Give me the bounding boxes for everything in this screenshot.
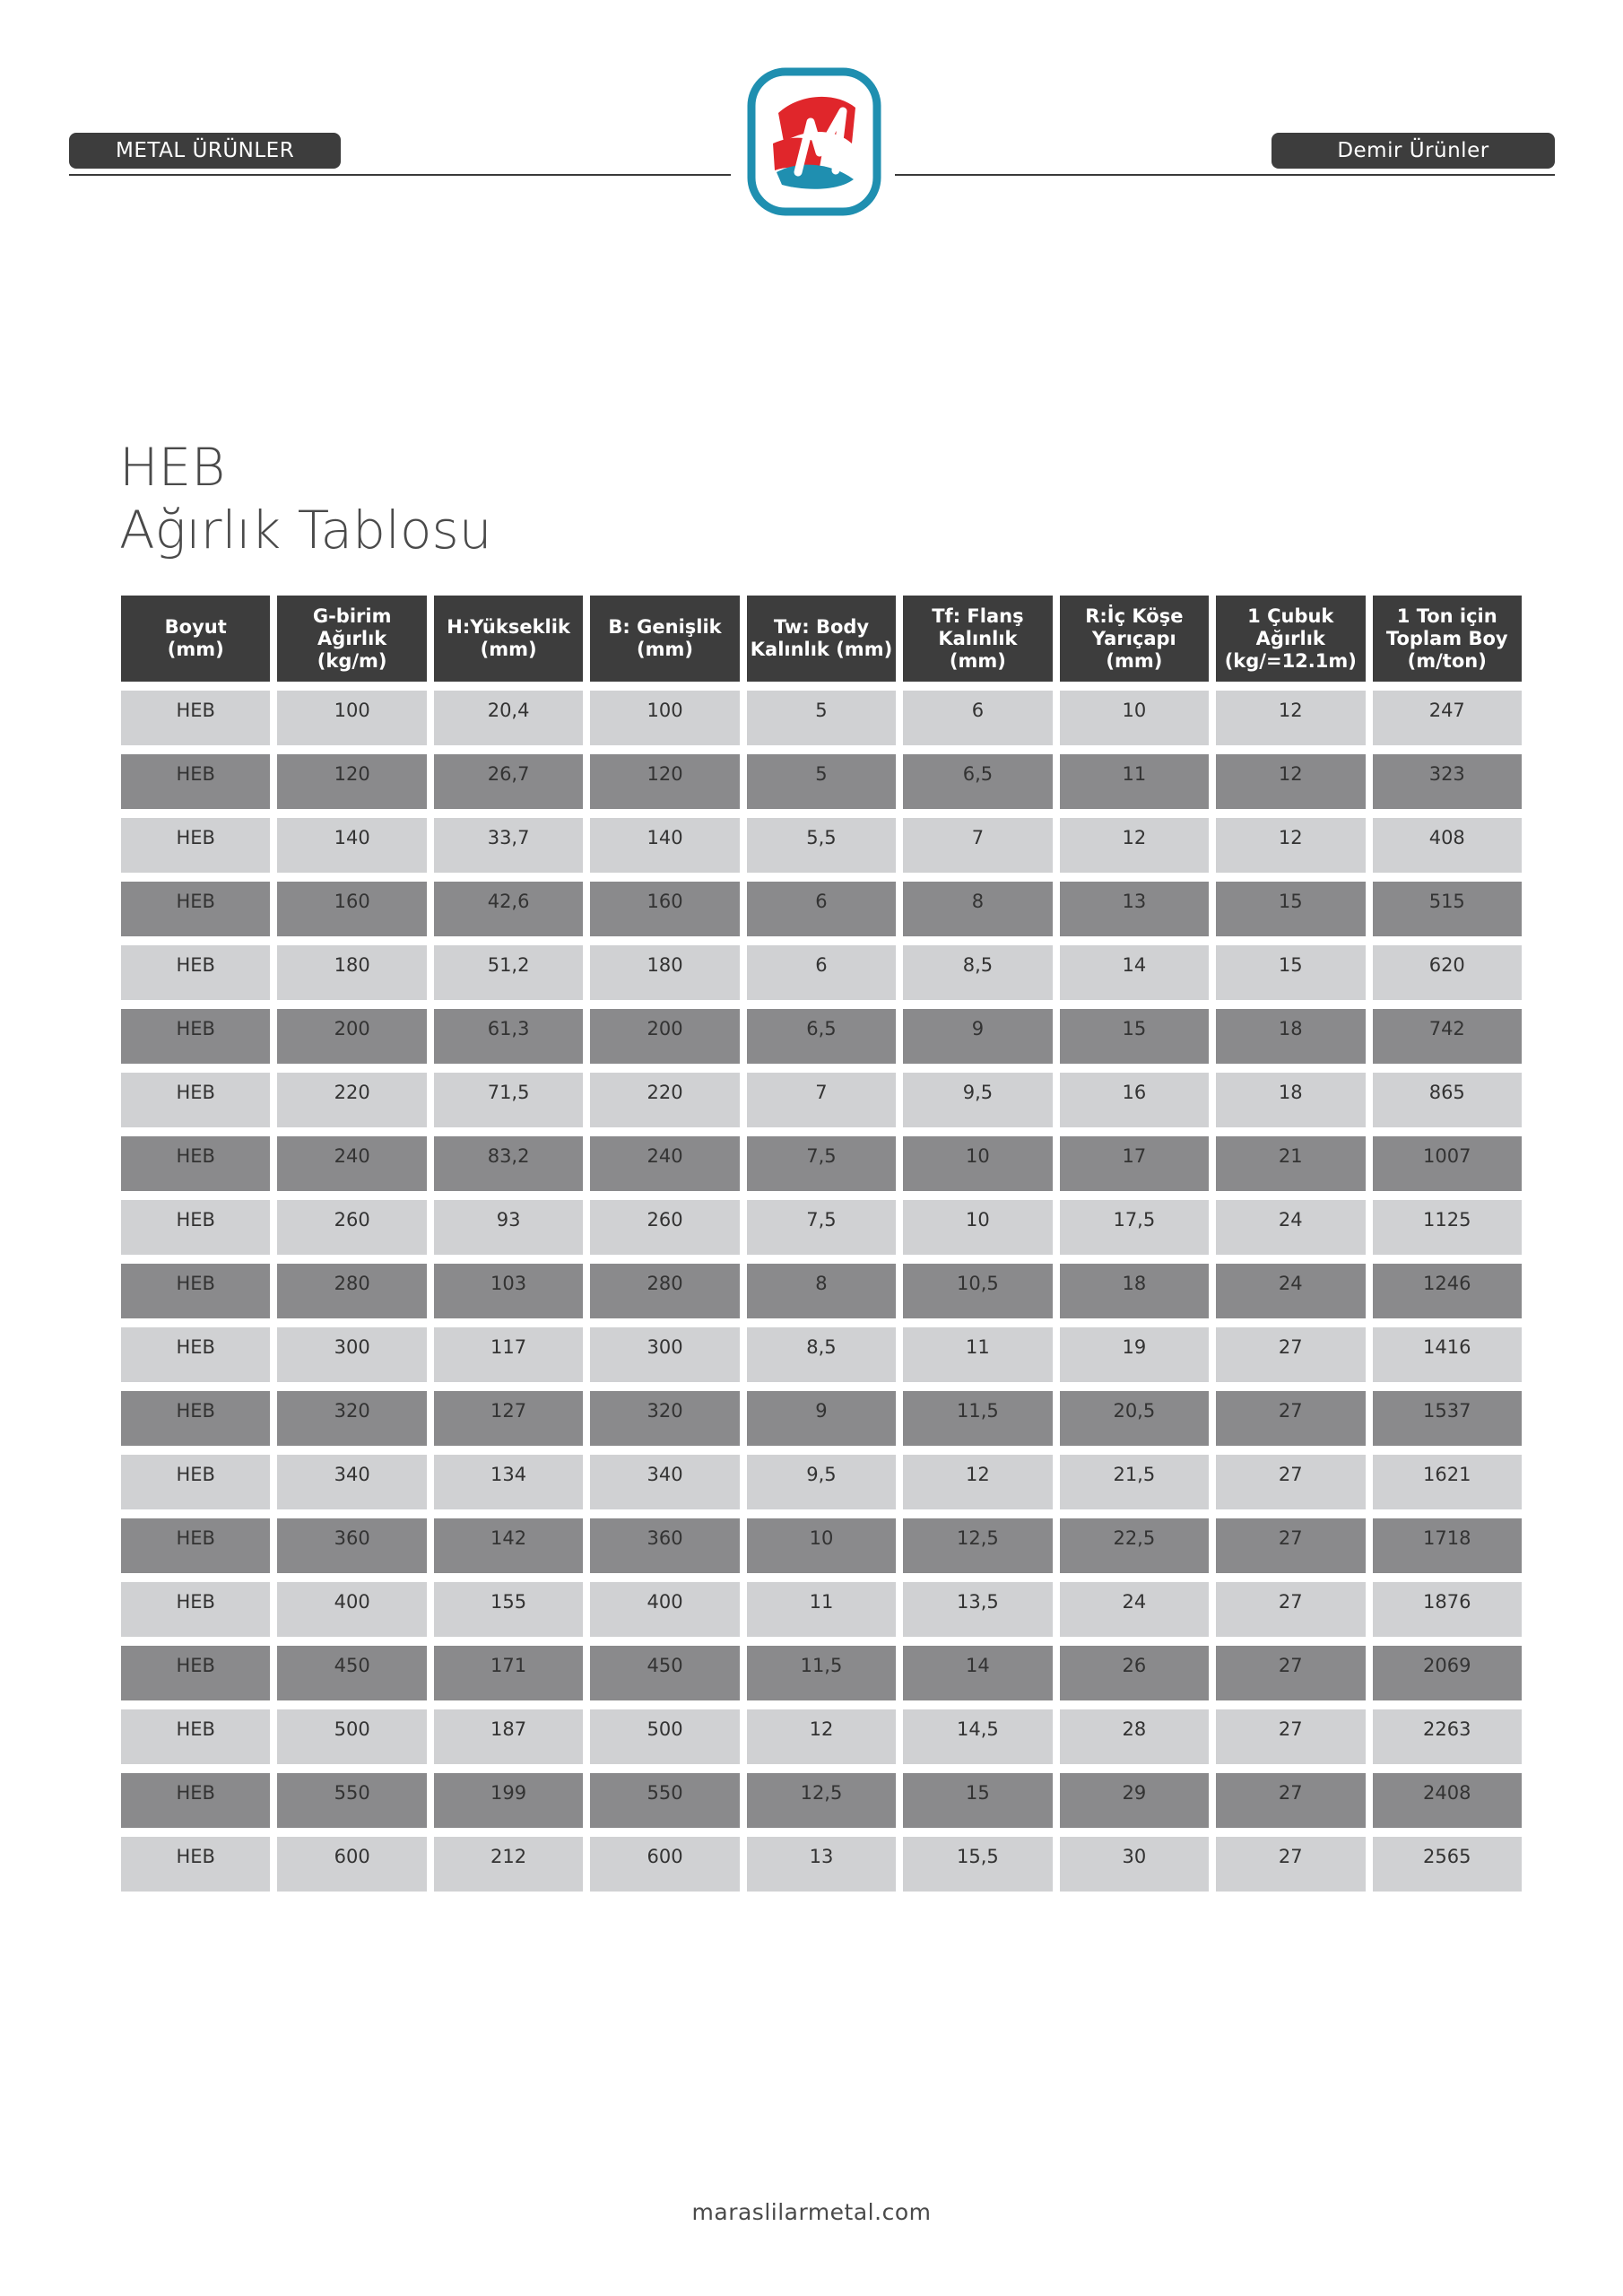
table-cell: 5 — [747, 754, 896, 809]
table-cell: 14,5 — [903, 1709, 1052, 1764]
table-cell: 1876 — [1373, 1582, 1523, 1637]
table-cell: 15 — [1216, 882, 1365, 936]
table-cell: 20,5 — [1060, 1391, 1209, 1446]
table-cell: 171 — [434, 1646, 583, 1700]
table-cell: 180 — [590, 945, 739, 1000]
table-cell: 7,5 — [747, 1200, 896, 1255]
table-cell: 24 — [1216, 1264, 1365, 1318]
table-cell: 15,5 — [903, 1837, 1052, 1892]
table-cell: 27 — [1216, 1582, 1365, 1637]
table-row — [121, 1773, 1522, 1828]
header-category-pill — [69, 133, 341, 169]
table-row — [121, 882, 1522, 936]
table-cell: HEB — [121, 1582, 270, 1637]
table-cell: HEB — [121, 1773, 270, 1828]
table-row — [121, 1582, 1522, 1637]
table-cell: HEB — [121, 1200, 270, 1255]
table-cell: 9 — [747, 1391, 896, 1446]
column-header-line: Kalınlık (mm) — [750, 639, 893, 660]
table-cell: 18 — [1216, 1009, 1365, 1064]
table-cell: HEB — [121, 1518, 270, 1573]
table-cell: HEB — [121, 1646, 270, 1700]
table-cell: 11 — [903, 1327, 1052, 1382]
table-cell: 200 — [277, 1009, 426, 1064]
table-cell: 120 — [590, 754, 739, 809]
table-row — [121, 1391, 1522, 1446]
table-cell: 1246 — [1373, 1264, 1523, 1318]
table-cell: 12 — [1216, 818, 1365, 873]
table-cell: 408 — [1373, 818, 1523, 873]
table-row — [121, 1518, 1522, 1573]
table-cell: 5,5 — [747, 818, 896, 873]
table-cell: 550 — [590, 1773, 739, 1828]
table-cell: 10 — [1060, 691, 1209, 745]
table-row — [121, 754, 1522, 809]
table-cell: 28 — [1060, 1709, 1209, 1764]
table-cell: 400 — [590, 1582, 739, 1637]
table-cell: HEB — [121, 754, 270, 809]
table-cell: 300 — [277, 1327, 426, 1382]
table-cell: 11,5 — [903, 1391, 1052, 1446]
column-header-line: Tw: Body — [773, 616, 870, 638]
column-header-line: (mm) — [637, 639, 694, 660]
table-cell: 24 — [1216, 1200, 1365, 1255]
table-cell: 42,6 — [434, 882, 583, 936]
table-body — [121, 682, 1522, 1892]
table-cell: 51,2 — [434, 945, 583, 1000]
table-cell: 19 — [1060, 1327, 1209, 1382]
table-cell: 160 — [590, 882, 739, 936]
table-cell: 16 — [1060, 1073, 1209, 1127]
table-cell: 27 — [1216, 1455, 1365, 1509]
table-cell: 27 — [1216, 1709, 1365, 1764]
table-cell: 5 — [747, 691, 896, 745]
table-cell: 27 — [1216, 1327, 1365, 1382]
table-cell: 18 — [1216, 1073, 1365, 1127]
table-row — [121, 1455, 1522, 1509]
table-cell: 11 — [747, 1582, 896, 1637]
table-cell: 360 — [277, 1518, 426, 1573]
table-cell: 14 — [1060, 945, 1209, 1000]
header-divider-left — [69, 174, 731, 176]
header-divider-right — [895, 174, 1555, 176]
table-cell: 20,4 — [434, 691, 583, 745]
table-cell: 8 — [747, 1264, 896, 1318]
table-cell: 13 — [1060, 882, 1209, 936]
table-cell: 12 — [1216, 754, 1365, 809]
table-header-row — [121, 596, 1522, 682]
table-cell: 2565 — [1373, 1837, 1523, 1892]
table-cell: 30 — [1060, 1837, 1209, 1892]
column-header — [434, 596, 583, 682]
column-header-line: Tf: Flanş — [932, 604, 1024, 627]
table-cell: 7 — [903, 818, 1052, 873]
table-cell: HEB — [121, 1009, 270, 1064]
column-header-line: Ağırlık — [317, 627, 387, 649]
table-cell: 27 — [1216, 1837, 1365, 1892]
header-category-label: METAL ÜRÜNLER — [116, 139, 295, 162]
column-header — [1373, 596, 1523, 682]
table-cell: 21 — [1216, 1136, 1365, 1191]
table-cell: 2263 — [1373, 1709, 1523, 1764]
table-cell: 500 — [590, 1709, 739, 1764]
footer-website: maraslilarmetal.com — [691, 2199, 932, 2225]
table-cell: 220 — [277, 1073, 426, 1127]
table-cell: 33,7 — [434, 818, 583, 873]
column-header-line: G-birim — [312, 604, 392, 627]
table-cell: 12 — [1216, 691, 1365, 745]
table-cell: 93 — [434, 1200, 583, 1255]
table-cell: 1416 — [1373, 1327, 1523, 1382]
table-cell: 8 — [903, 882, 1052, 936]
column-header-line: B: Genişlik — [608, 616, 722, 638]
table-cell: 340 — [277, 1455, 426, 1509]
column-header — [121, 596, 270, 682]
column-header-line: (mm) — [949, 649, 1006, 672]
table-cell: 142 — [434, 1518, 583, 1573]
table-cell: 9,5 — [747, 1455, 896, 1509]
column-header-line: (m/ton) — [1407, 649, 1487, 672]
table-cell: 323 — [1373, 754, 1523, 809]
column-header-line: (kg/m) — [317, 649, 387, 672]
table-cell: 10 — [747, 1518, 896, 1573]
table-cell: 9 — [903, 1009, 1052, 1064]
table-cell: 15 — [903, 1773, 1052, 1828]
table-cell: 515 — [1373, 882, 1523, 936]
table-row — [121, 1136, 1522, 1191]
table-cell: 120 — [277, 754, 426, 809]
table-cell: 12,5 — [747, 1773, 896, 1828]
column-header — [903, 596, 1052, 682]
column-header — [1216, 596, 1365, 682]
table-cell: HEB — [121, 1709, 270, 1764]
column-header-line: Toplam Boy — [1385, 627, 1508, 649]
column-header — [747, 596, 896, 682]
table-cell: 600 — [590, 1837, 739, 1892]
table-cell: 15 — [1060, 1009, 1209, 1064]
table-cell: 11,5 — [747, 1646, 896, 1700]
table-cell: 17,5 — [1060, 1200, 1209, 1255]
company-logo-m — [746, 66, 882, 217]
table-cell: 103 — [434, 1264, 583, 1318]
table-cell: 160 — [277, 882, 426, 936]
table-row — [121, 1646, 1522, 1700]
table-cell: 200 — [590, 1009, 739, 1064]
column-header-line: Yarıçapı — [1091, 627, 1176, 649]
table-cell: 280 — [277, 1264, 426, 1318]
table-cell: 600 — [277, 1837, 426, 1892]
table-cell: 6,5 — [747, 1009, 896, 1064]
table-cell: HEB — [121, 1455, 270, 1509]
table-cell: 117 — [434, 1327, 583, 1382]
table-cell: 15 — [1216, 945, 1365, 1000]
table-cell: 240 — [277, 1136, 426, 1191]
table-cell: 12 — [747, 1709, 896, 1764]
weight-table — [114, 596, 1529, 1892]
table-cell: 742 — [1373, 1009, 1523, 1064]
page-title-product: HEB — [119, 437, 226, 498]
column-header-line: (mm) — [167, 639, 224, 660]
table-cell: 260 — [590, 1200, 739, 1255]
table-cell: 7,5 — [747, 1136, 896, 1191]
table-cell: 1007 — [1373, 1136, 1523, 1191]
column-header-line: (mm) — [480, 639, 537, 660]
table-cell: 27 — [1216, 1773, 1365, 1828]
table-cell: HEB — [121, 1264, 270, 1318]
table-cell: HEB — [121, 691, 270, 745]
table-cell: 450 — [590, 1646, 739, 1700]
table-cell: 127 — [434, 1391, 583, 1446]
column-header-line: (mm) — [1106, 649, 1163, 672]
table-cell: 83,2 — [434, 1136, 583, 1191]
table-row — [121, 818, 1522, 873]
column-header-line: H:Yükseklik — [447, 616, 570, 638]
table-cell: 7 — [747, 1073, 896, 1127]
table-row — [121, 1327, 1522, 1382]
table-row — [121, 1073, 1522, 1127]
table-cell: 100 — [590, 691, 739, 745]
table-cell: 500 — [277, 1709, 426, 1764]
table-cell: HEB — [121, 1073, 270, 1127]
table-cell: 1537 — [1373, 1391, 1523, 1446]
table-cell: 550 — [277, 1773, 426, 1828]
table-cell: 155 — [434, 1582, 583, 1637]
table-cell: HEB — [121, 1327, 270, 1382]
table-row — [121, 1009, 1522, 1064]
column-header — [277, 596, 426, 682]
table-cell: 134 — [434, 1455, 583, 1509]
table-cell: 1125 — [1373, 1200, 1523, 1255]
table-cell: 6 — [747, 882, 896, 936]
table-cell: 187 — [434, 1709, 583, 1764]
table-cell: 9,5 — [903, 1073, 1052, 1127]
table-cell: 140 — [277, 818, 426, 873]
table-cell: 2408 — [1373, 1773, 1523, 1828]
table-cell: 12 — [1060, 818, 1209, 873]
table-cell: 450 — [277, 1646, 426, 1700]
column-header-line: 1 Çubuk — [1247, 604, 1334, 627]
table-cell: 14 — [903, 1646, 1052, 1700]
column-header-line: 1 Ton için — [1396, 604, 1497, 627]
table-cell: 247 — [1373, 691, 1523, 745]
table-row — [121, 1264, 1522, 1318]
table-cell: 865 — [1373, 1073, 1523, 1127]
table-cell: 300 — [590, 1327, 739, 1382]
table-cell: 320 — [277, 1391, 426, 1446]
table-cell: 22,5 — [1060, 1518, 1209, 1573]
table-cell: 18 — [1060, 1264, 1209, 1318]
column-header-line: Kalınlık — [938, 627, 1018, 649]
table-cell: 29 — [1060, 1773, 1209, 1828]
table-cell: 61,3 — [434, 1009, 583, 1064]
column-header-line: R:İç Köşe — [1085, 604, 1184, 627]
table-cell: HEB — [121, 882, 270, 936]
table-cell: 26,7 — [434, 754, 583, 809]
table-cell: HEB — [121, 1136, 270, 1191]
table-cell: 360 — [590, 1518, 739, 1573]
page-title — [119, 436, 491, 561]
table-row — [121, 1200, 1522, 1255]
table-cell: 6 — [747, 945, 896, 1000]
table-cell: 1621 — [1373, 1455, 1523, 1509]
table-cell: 100 — [277, 691, 426, 745]
table-cell: 24 — [1060, 1582, 1209, 1637]
table-cell: 180 — [277, 945, 426, 1000]
table-cell: 12,5 — [903, 1518, 1052, 1573]
table-cell: HEB — [121, 945, 270, 1000]
table-row — [121, 1709, 1522, 1764]
table-cell: 8,5 — [747, 1327, 896, 1382]
table-cell: 280 — [590, 1264, 739, 1318]
table-cell: 199 — [434, 1773, 583, 1828]
table-cell: 140 — [590, 818, 739, 873]
table-cell: 6 — [903, 691, 1052, 745]
table-cell: 340 — [590, 1455, 739, 1509]
table-cell: 220 — [590, 1073, 739, 1127]
table-cell: 6,5 — [903, 754, 1052, 809]
column-header-line: (kg/=12.1m) — [1224, 649, 1357, 672]
page-title-subtitle: Ağırlık Tablosu — [119, 500, 492, 561]
table-cell: 320 — [590, 1391, 739, 1446]
table-cell: 13,5 — [903, 1582, 1052, 1637]
table-cell: 620 — [1373, 945, 1523, 1000]
table-cell: 12 — [903, 1455, 1052, 1509]
table-cell: 13 — [747, 1837, 896, 1892]
table-cell: 400 — [277, 1582, 426, 1637]
column-header-line: Ağırlık — [1255, 627, 1325, 649]
table-cell: HEB — [121, 1837, 270, 1892]
header-subcategory-pill — [1271, 133, 1555, 169]
table-row — [121, 945, 1522, 1000]
column-header — [1060, 596, 1209, 682]
table-cell: 260 — [277, 1200, 426, 1255]
header-subcategory-label: Demir Ürünler — [1337, 139, 1489, 162]
table-cell: 2069 — [1373, 1646, 1523, 1700]
table-cell: 27 — [1216, 1391, 1365, 1446]
table-cell: 27 — [1216, 1646, 1365, 1700]
table-cell: 212 — [434, 1837, 583, 1892]
table-cell: 11 — [1060, 754, 1209, 809]
table-cell: 1718 — [1373, 1518, 1523, 1573]
table-cell: 17 — [1060, 1136, 1209, 1191]
table-cell: 240 — [590, 1136, 739, 1191]
table-cell: 10 — [903, 1136, 1052, 1191]
column-header-line: Boyut — [164, 616, 227, 638]
table-cell: HEB — [121, 1391, 270, 1446]
table-row — [121, 1837, 1522, 1892]
table-cell: 26 — [1060, 1646, 1209, 1700]
table-cell: 10,5 — [903, 1264, 1052, 1318]
table-cell: 71,5 — [434, 1073, 583, 1127]
table-cell: HEB — [121, 818, 270, 873]
table-row — [121, 691, 1522, 745]
table-cell: 8,5 — [903, 945, 1052, 1000]
column-header — [590, 596, 739, 682]
table-cell: 27 — [1216, 1518, 1365, 1573]
table-cell: 21,5 — [1060, 1455, 1209, 1509]
table-cell: 10 — [903, 1200, 1052, 1255]
